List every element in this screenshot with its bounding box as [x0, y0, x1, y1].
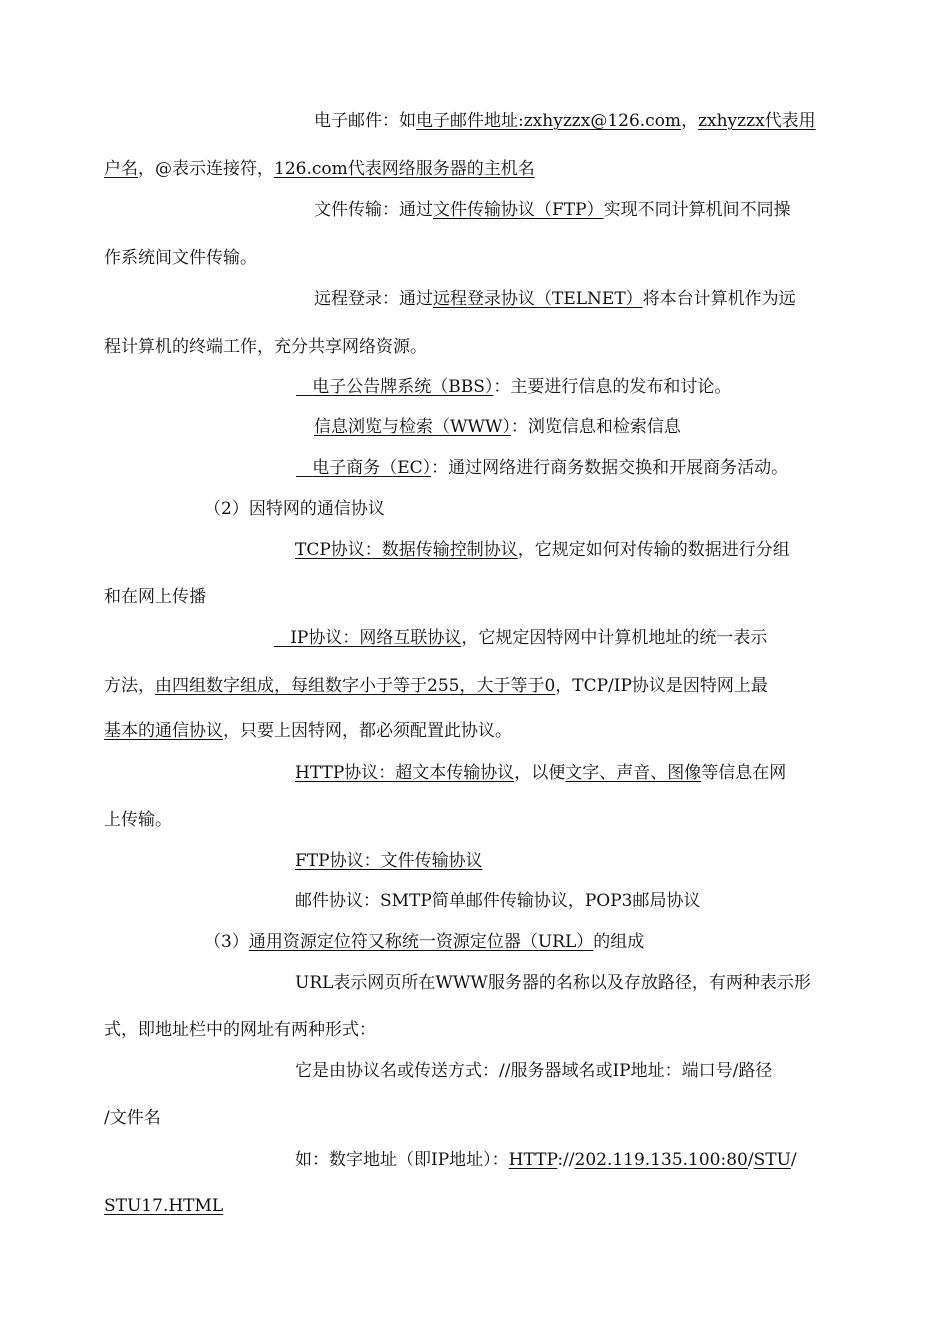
ftp-desc: 实现不同计算机间不同操	[603, 200, 791, 220]
bbs-label	[296, 377, 493, 397]
email-line-2	[104, 157, 846, 181]
email-host-desc: 126.com代表网络服务器的主机名	[274, 159, 535, 179]
url-format-text: 它是由协议名或传送方式：//服务器域名或IP地址：端口号/路径	[295, 1061, 773, 1081]
url-format-cont: /文件名	[104, 1108, 161, 1128]
ftp-line-1	[104, 198, 846, 222]
ip-name: IP协议：网络互联协议	[290, 628, 462, 648]
ftp-protocol-name: 文件传输协议（FTP）	[433, 200, 604, 220]
section3-url-name: 通用资源定位符又称统一资源定位器（URL）	[248, 932, 594, 952]
http-label: HTTP协议：超文本传输协议	[295, 763, 515, 783]
http-desc: ，以便	[514, 763, 566, 783]
ip-tcpip-desc: ，TCP/IP协议是因特网上最	[555, 676, 768, 696]
ip-line-3	[104, 719, 846, 743]
ec-line	[104, 456, 846, 480]
url-example-sep: ://	[557, 1150, 575, 1170]
section3-suffix: 的组成	[593, 932, 645, 952]
bbs-line	[104, 375, 846, 399]
tcp-desc: ，它规定如何对传输的数据进行分组	[517, 540, 790, 560]
url-example-dir: STU	[753, 1150, 791, 1170]
ftp-line-2	[104, 246, 846, 270]
ftp-desc-cont: 作系统间文件传输。	[104, 248, 257, 268]
email-username-desc: zxhyzzx代表用	[698, 111, 816, 131]
www-label: 信息浏览与检索（WWW）	[314, 417, 511, 437]
url-desc-line-1	[104, 971, 846, 995]
email-address-example: 电子邮件地址:zxhyzzx@126.com	[416, 111, 682, 131]
http-desc-cont: 上传输。	[104, 810, 172, 830]
url-example-scheme: HTTP	[508, 1150, 558, 1170]
bbs-desc: ：主要进行信息的发布和讨论。	[493, 377, 732, 397]
ip-desc: ，它规定因特网中计算机地址的统一表示	[461, 628, 768, 648]
section2-text: （2）因特网的通信协议	[204, 499, 385, 519]
ec-label	[296, 458, 431, 478]
url-desc-text: URL表示网页所在WWW服务器的名称以及存放路径，有两种表示形	[295, 973, 811, 993]
section3-heading	[104, 930, 846, 954]
tcp-line-1	[104, 538, 846, 562]
ftp-label: 文件传输：通过	[314, 200, 433, 220]
ip-line-1	[104, 626, 846, 650]
http-line-1	[104, 761, 846, 785]
tcp-label: TCP协议：数据传输控制协议	[295, 540, 518, 560]
email-label: 电子邮件：如	[314, 111, 416, 131]
email-at-desc: ，@表示连接符，	[138, 159, 274, 179]
tcp-line-2	[104, 585, 846, 609]
ip-config-desc: ，只要上因特网，都必须配置此协议。	[223, 721, 512, 741]
telnet-label: 远程登录：通过	[314, 289, 433, 309]
url-desc-line-2	[104, 1018, 846, 1042]
url-example-slash-1: /	[747, 1150, 754, 1170]
telnet-protocol-name: 远程登录协议（TELNET）	[433, 289, 643, 309]
section2-heading	[104, 497, 846, 521]
ip-format-desc: 由四组数字组成，每组数字小于等于255，大于等于0	[155, 676, 556, 696]
comma: ，	[681, 111, 699, 131]
http-line-2	[104, 808, 846, 832]
ec-name: 电子商务（EC）	[312, 458, 432, 478]
section3-number: （3）	[204, 932, 249, 952]
url-example-file: STU17.HTML	[104, 1196, 224, 1216]
url-example-slash-2: /	[790, 1150, 797, 1170]
ip-basic-protocol: 基本的通信协议	[104, 721, 223, 741]
telnet-line-1	[104, 287, 846, 311]
url-example-line-1	[104, 1148, 846, 1172]
mail-protocol-line	[104, 889, 846, 913]
http-media: 文字、声音、图像	[565, 763, 702, 783]
telnet-line-2	[104, 335, 846, 359]
bbs-name: 电子公告牌系统（BBS）	[312, 377, 494, 397]
www-line	[104, 415, 846, 439]
www-desc: ：浏览信息和检索信息	[510, 417, 681, 437]
url-example-host: 202.119.135.100:80	[574, 1150, 748, 1170]
url-format-line-1	[104, 1059, 846, 1083]
ftp-protocol-line	[104, 849, 846, 873]
email-username-word: 户名	[104, 159, 138, 179]
url-desc-cont: 式，即地址栏中的网址有两种形式：	[104, 1020, 376, 1040]
url-example-label: 如：数字地址（即IP地址）：	[295, 1150, 509, 1170]
email-line-1	[104, 109, 846, 133]
url-example-line-2	[104, 1194, 846, 1218]
http-desc-2: 等信息在网	[701, 763, 787, 783]
ec-desc: ：通过网络进行商务数据交换和开展商务活动。	[431, 458, 789, 478]
tcp-desc-cont: 和在网上传播	[104, 587, 206, 607]
ip-label	[274, 628, 461, 648]
telnet-desc-cont: 程计算机的终端工作，充分共享网络资源。	[104, 337, 427, 357]
ip-method: 方法，	[104, 676, 155, 696]
mail-protocol-text: 邮件协议：SMTP简单邮件传输协议，POP3邮局协议	[295, 891, 701, 911]
telnet-desc: 将本台计算机作为远	[642, 289, 796, 309]
url-format-line-2	[104, 1106, 846, 1130]
ftp-protocol-text: FTP协议：文件传输协议	[295, 851, 483, 871]
ip-line-2	[104, 674, 846, 698]
